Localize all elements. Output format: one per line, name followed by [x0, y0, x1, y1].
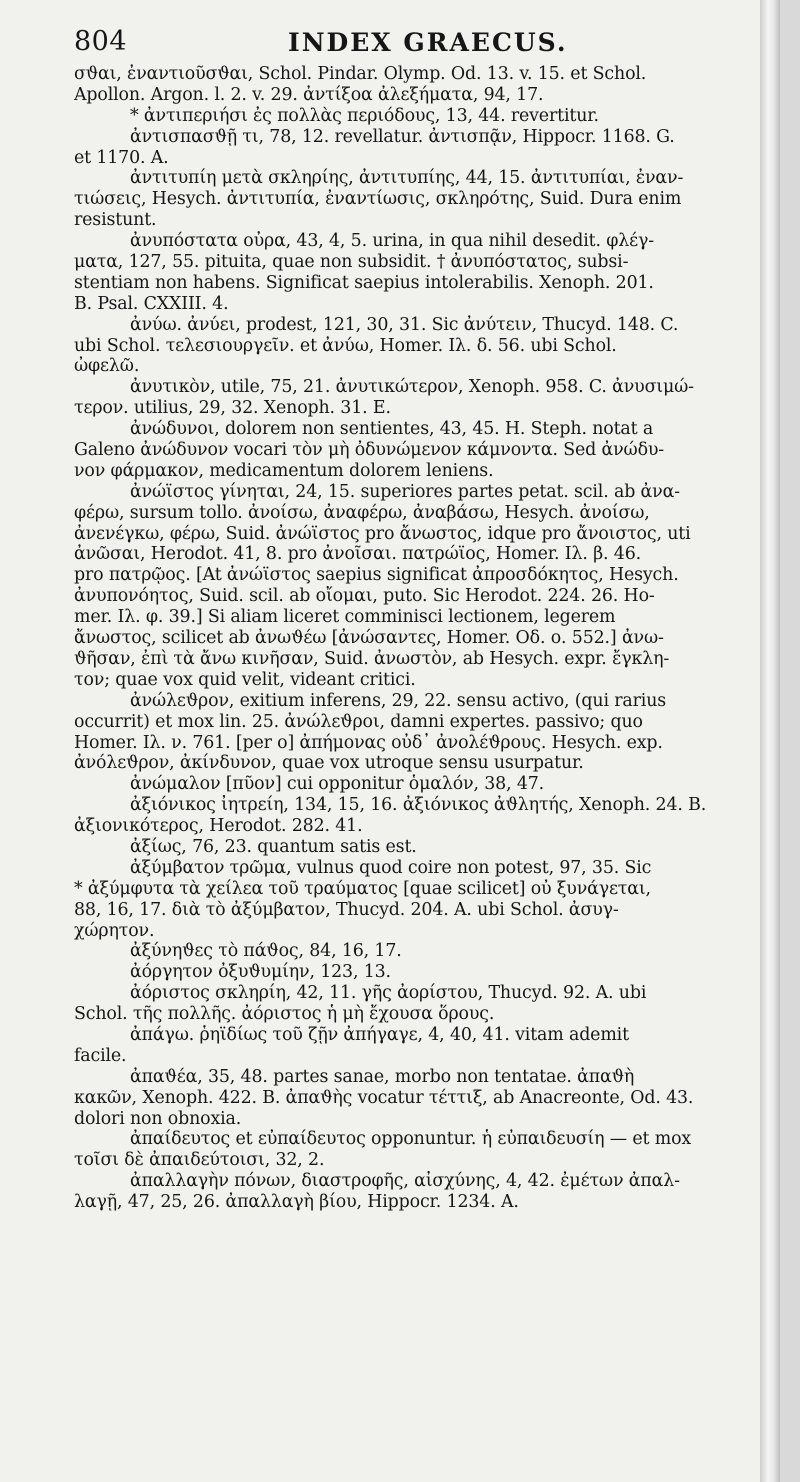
text-line: ϑῆσαν, ἐπὶ τὰ ἄνω κινῆσαν, Suid. ἀνωστὸν, ab Hesych. expr. ἔγκλη- [74, 648, 670, 669]
text-line: τοῖσι δὲ ἀπαιδεύτοισι, 32, 2. [74, 1150, 325, 1171]
text-line: ἀνώδυνοι, dolorem non sentientes, 43, 45. H. Steph. notat a [130, 419, 654, 440]
text-line: Galeno ἀνώδυνον vocari τὸν μὴ ὀδυνώμενον κάμνοντα. Sed ἀνώδυ- [74, 440, 665, 461]
text-line: λαγῇ, 47, 25, 26. ἀπαλλαγὴ βίου, Hippocr. 1234. A. [74, 1192, 519, 1213]
text-line: ἀντιτυπίη μετὰ σκληρίης, ἀντιτυπίης, 44, 15. ἀντιτυπίαι, ἐναν- [130, 168, 684, 189]
text-line: et 1170. A. [74, 147, 169, 168]
text-line: χώρητον. [74, 920, 155, 941]
text-line: ἀξιόνικος ἰητρείη, 134, 15, 16. ἀξιόνικος ἀϑλητής, Xenoph. 24. B. [130, 795, 707, 816]
text-line: ἀνόλεϑρον, ἀκίνδυνον, quae vox utroque sensu usurpatur. [74, 753, 584, 774]
index-text [74, 64, 752, 1213]
text-line: 88, 16, 17. διὰ τὸ ἀξύμβατον, Thucyd. 204. A. ubi Schol. ἀσυγ- [74, 899, 619, 920]
text-line: mer. Ιλ. φ. 39.] Si aliam liceret comminisci lectionem, legerem [74, 607, 616, 628]
text-line: ἀντισπασϑῇ τι, 78, 12. revellatur. ἀντισπᾷν, Hippocr. 1168. G. [130, 126, 675, 147]
text-line: ἀνυτικὸν, utile, 75, 21. ἀνυτικώτερον, Xenoph. 958. C. ἀνυσιμώ- [130, 377, 694, 398]
text-line: Homer. Ιλ. ν. 761. [per o] ἀπήμονας οὐδ᾽ ἀνολέϑρους. Hesych. exp. [74, 732, 663, 753]
text-line: ἀξιονικότερος, Herodot. 282. 41. [74, 816, 363, 837]
text-line: φέρω, sursum tollo. ἀνοίσω, ἀναφέρω, ἀναβάσω, Hesych. ἀνοίσω, [74, 502, 650, 523]
text-line: * ἀντιπεριήσι ἐς πολλὰς περιόδους, 13, 44. revertitur. [130, 105, 599, 126]
text-line: ἀπαλλαγὴν πόνων, διαστροφῆς, αἰσχύνης, 4, 42. ἐμέτων ἀπαλ- [130, 1171, 680, 1192]
text-line: ἀνυπόστατα οὖρα, 43, 4, 5. urina, in qua nihil desedit. φλέγ- [130, 231, 654, 252]
text-line: κακῶν, Xenoph. 422. B. ἀπαϑὴς vocatur τέττιξ, ab Anacreonte, Od. 43. [74, 1087, 694, 1108]
text-line: occurrit) et mox lin. 25. ἀνώλεϑροι, damni expertes. passivo; quo [74, 711, 643, 732]
text-line: σϑαι, ἐναντιοῦσϑαι, Schol. Pindar. Olymp. Od. 13. v. 15. et Schol. [74, 64, 647, 84]
text-line: ἀόριστος σκληρίη, 42, 11. γῆς ἀορίστου, Thucyd. 92. A. ubi [130, 983, 647, 1004]
text-line: B. Psal. CXXIII. 4. [74, 293, 229, 314]
text-line: ἄνωστος, scilicet ab ἀνωϑέω [ἀνώσαντες, Homer. Οδ. ο. 552.] ἀνω- [74, 628, 664, 649]
text-line: ἀνῶσαι, Herodot. 41, 8. pro ἀνοῖσαι. πατρώϊος, Homer. Ιλ. β. 46. [74, 544, 641, 565]
text-line: ἀπαίδευτος et εὐπαίδευτος opponuntur. ἡ εὐπαιδευσίη — et mox [130, 1129, 692, 1150]
text-line: ἀνώλεϑρον, exitium inferens, 29, 22. sensu activo, (qui rarius [130, 690, 667, 711]
text-line: stentiam non habens. Significat saepius intolerabilis. Xenoph. 201. [74, 272, 654, 293]
text-line: ἀνώμαλον [πῦον] cui opponitur ὁμαλόν, 38, 47. [130, 774, 545, 795]
text-line: τιώσεις, Hesych. ἀντιτυπία, ἐναντίωσις, σκληρότης, Suid. Dura enim [74, 189, 682, 210]
text-line: Apollon. Argon. l. 2. v. 29. ἀντίξοα ἀλεξήματα, 94, 17. [74, 84, 544, 105]
text-line: τον; quae vox quid velit, videant critici. [74, 669, 416, 690]
text-line: pro πατρῷος. [At ἀνώϊστος saepius significat ἀπροσδόκητος, Hesych. [74, 565, 679, 586]
text-line: ἀνενέγκω, φέρω, Suid. ἀνώϊστος pro ἄνωστος, idque pro ἄνοιστος, uti [74, 523, 691, 544]
text-line: resistunt. [74, 210, 157, 231]
text-line: τερον. utilius, 29, 32. Xenoph. 31. E. [74, 398, 391, 419]
text-line: ἀπαϑέα, 35, 48. partes sanae, morbo non tentatae. ἀπαϑὴ [130, 1066, 635, 1087]
page-edge [760, 0, 780, 1482]
text-line: νον φάρμακον, medicamentum dolorem leniens. [74, 460, 494, 481]
text-line: ἀξίως, 76, 23. quantum satis est. [130, 836, 417, 857]
page-title: INDEX GRAECUS. [288, 28, 568, 57]
text-line: ubi Schol. τελεσιουργεῖν. et ἀνύω, Homer. Ιλ. δ. 56. ubi Schol. [74, 335, 617, 356]
text-line: ἀόργητον ὀξυϑυμίην, 123, 13. [130, 962, 391, 983]
text-line: ἀνυπονόητος, Suid. scil. ab οἴομαι, puto. Sic Herodot. 224. 26. Ho- [74, 586, 655, 607]
page-header [74, 18, 752, 64]
text-line: * ἀξύμφυτα τὰ χείλεα τοῦ τραύματος [quae scilicet] οὐ ξυνάγεται, [74, 878, 651, 899]
text-line: ἀξύνηϑες τὸ πάϑος, 84, 16, 17. [130, 941, 402, 962]
text-line: ἀνύω. ἀνύει, prodest, 121, 30, 31. Sic ἀνύτειν, Thucyd. 148. C. [130, 314, 679, 335]
text-line: facile. [74, 1045, 127, 1066]
text-line: ἀνώϊστος γίνηται, 24, 15. superiores partes petat. scil. ab ἀνα- [130, 481, 680, 502]
text-line: ἀξύμβατον τρῶμα, vulnus quod coire non potest, 97, 35. Sic [130, 857, 652, 878]
text-line: ὠφελῶ. [74, 356, 140, 377]
text-line: dolori non obnoxia. [74, 1108, 242, 1129]
text-line: Schol. τῆς πολλῆς. ἀόριστος ἡ μὴ ἔχουσα ὅρους. [74, 1004, 495, 1025]
text-line: ἀπάγω. ῥηϊδίως τοῦ ζῇν ἀπήγαγε, 4, 40, 41. vitam ademit [130, 1024, 629, 1045]
text-line: ματα, 127, 55. pituita, quae non subsidit. † ἀνυπόστατος, subsi- [74, 252, 629, 273]
page-number: 804 [74, 26, 128, 57]
